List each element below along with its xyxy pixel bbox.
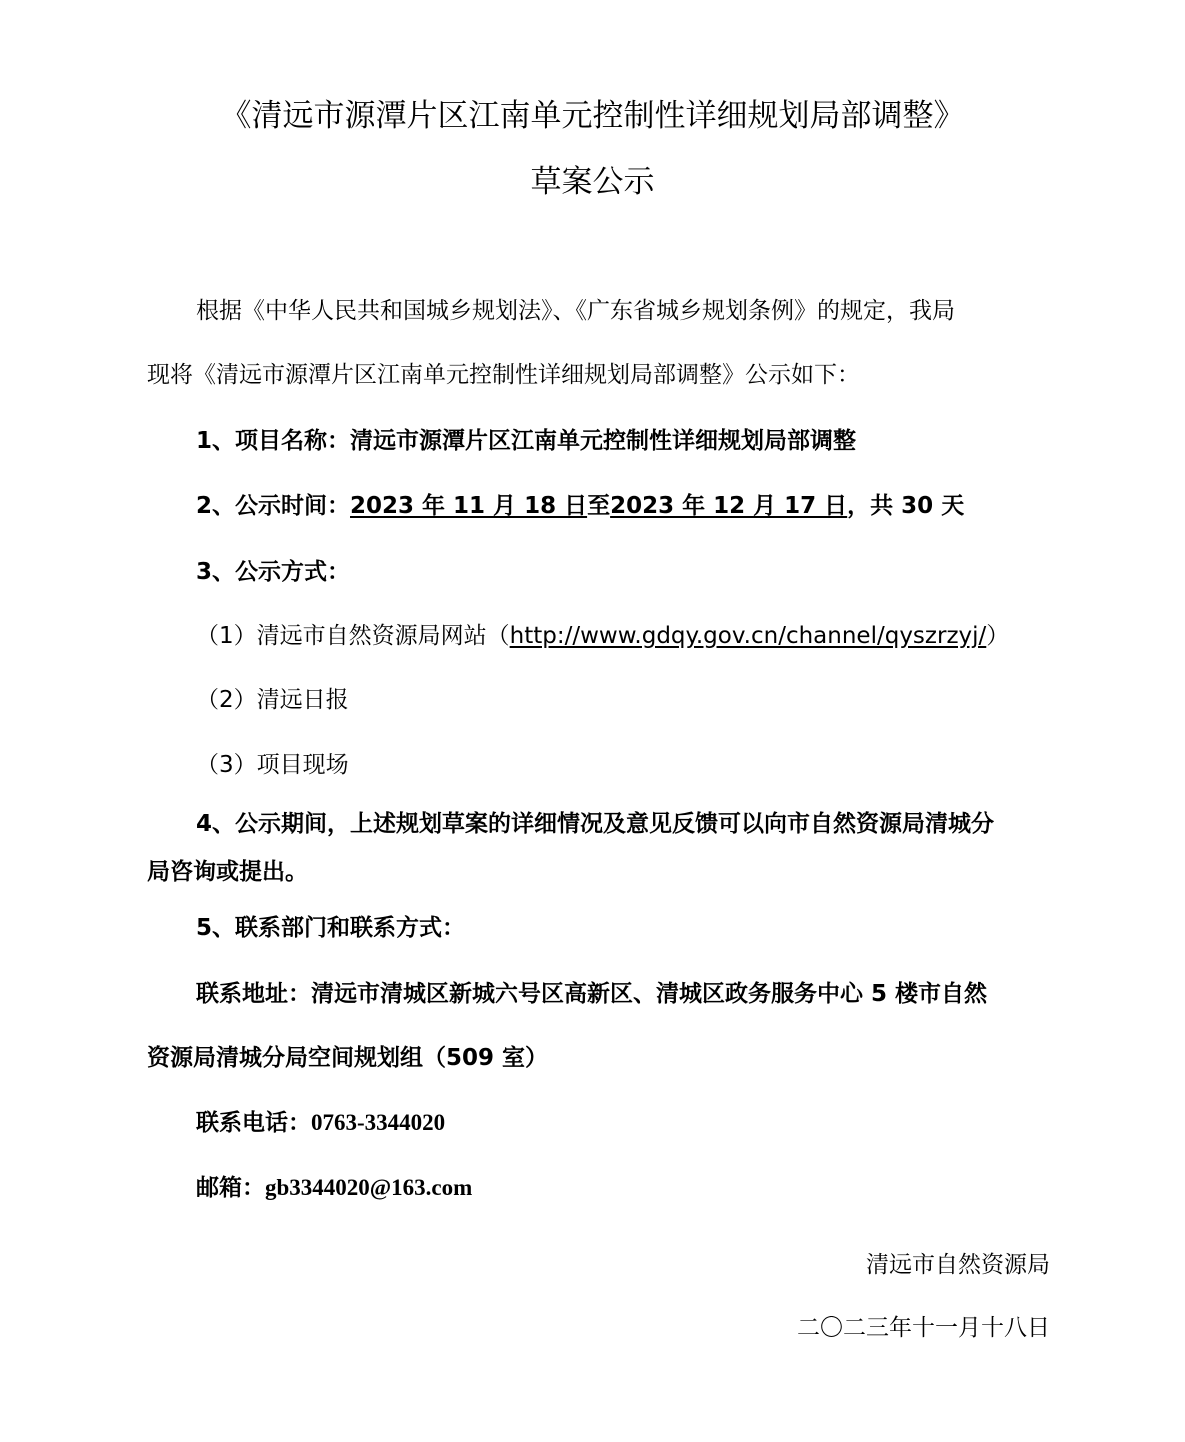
website-link[interactable]: http://www.gdqy.gov.cn/channel/qyszrzyj/ [509,623,987,649]
item-project-name-value: 清远市源潭片区江南单元控制性详细规划局部调整 [350,428,857,454]
contact-email-label: 邮箱： [196,1175,265,1201]
contact-address-line-2: 资源局清城分局空间规划组（509 室） [147,1045,549,1071]
item-contact-label: 5、联系部门和联系方式： [196,915,466,941]
publicity-method-website-suffix: ） [986,623,1010,649]
item-project-name [196,425,856,457]
contact-email-address[interactable]: gb3344020@163.com [265,1175,473,1200]
document-title-line-1: 《清远市源潭片区江南单元控制性详细规划局部调整》 [220,98,965,134]
publicity-end-date: 2023 年 12 月 17 日 [610,493,848,519]
contact-phone-number: 0763-3344020 [311,1110,446,1135]
document-title-line-2: 草案公示 [530,164,655,200]
item-feedback-line-1: 4、公示期间，上述规划草案的详细情况及意见反馈可以向市自然资源局清城分 [196,811,995,837]
item-publicity-period [196,490,964,522]
signature-date: 二〇二三年十一月十八日 [797,1315,1050,1341]
intro-paragraph-line-2: 现将《清远市源潭片区江南单元控制性详细规划局部调整》公示如下： [147,362,860,388]
publicity-period-duration: ，共 30 天 [847,493,965,519]
publicity-start-date: 2023 年 11 月 18 日 [350,493,588,519]
publicity-method-website-prefix: （1）清远市自然资源局网站（ [196,623,510,649]
contact-phone [196,1107,445,1139]
contact-phone-label: 联系电话： [196,1110,311,1136]
publicity-period-label: 2、公示时间： [196,493,351,519]
intro-paragraph-line-1: 根据《中华人民共和国城乡规划法》、《广东省城乡规划条例》的规定，我局 [196,298,955,324]
signature-organization: 清远市自然资源局 [866,1252,1050,1278]
publicity-method-site: （3）项目现场 [196,752,349,778]
publicity-method-website [196,620,1009,652]
publicity-period-to: 至 [587,493,611,519]
item-project-name-label: 1、项目名称： [196,428,351,454]
contact-email [196,1172,472,1204]
item-feedback-line-2: 局咨询或提出。 [147,859,308,885]
publicity-method-newspaper: （2）清远日报 [196,687,349,713]
item-publicity-methods-label: 3、公示方式： [196,559,351,585]
contact-address-line-1: 联系地址：清远市清城区新城六号区高新区、清城区政务服务中心 5 楼市自然 [196,981,988,1007]
